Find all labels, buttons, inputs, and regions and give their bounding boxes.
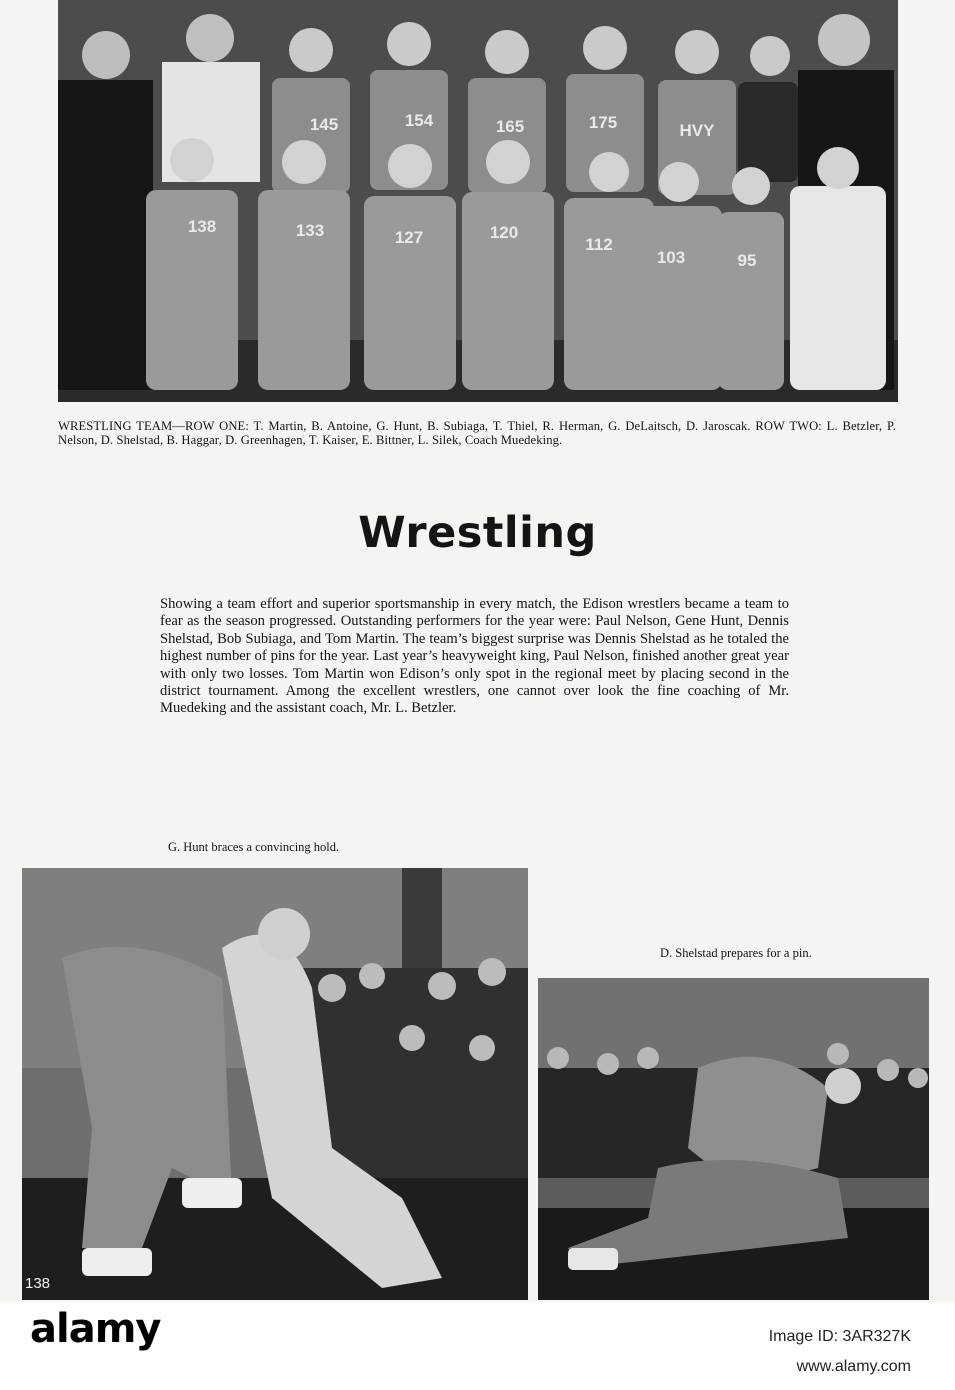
jersey-number: 95 bbox=[737, 251, 757, 270]
hunt-photo-caption: G. Hunt braces a convincing hold. bbox=[168, 840, 340, 854]
page-title: Wrestling bbox=[358, 508, 597, 558]
page-number: 138 bbox=[25, 1275, 51, 1292]
jersey-number: 120 bbox=[489, 223, 519, 242]
jersey-number: 154 bbox=[404, 111, 434, 130]
team-caption: WRESTLING TEAM—ROW ONE: T. Martin, B. Antoine, G. Hunt, B. Subiaga, T. Thiel, R. Herman, G. DeLaitsch, D. Jaroscak. ROW TWO: L. Betzler, P. Nelson, D. Shelstad, B. Haggar, D. Greenhagen, T. Kaiser, E. Bittner, L. Silek, Coach Muedeking. bbox=[58, 419, 896, 448]
jersey-number: 145 bbox=[309, 115, 339, 134]
jersey-number: 127 bbox=[394, 228, 424, 247]
stock-url[interactable]: www.alamy.com bbox=[796, 1358, 911, 1375]
jersey-number: 103 bbox=[656, 248, 686, 267]
jersey-number: 165 bbox=[495, 117, 525, 136]
article-body: Showing a team effort and superior sportsmanship in every match, the Edison wrestlers became a team to fear as the season progressed. Outstanding performers for the year were: Paul Nelson, Gene Hunt, Dennis Shelstad, Bob Subiaga, and Tom Martin. The team’s biggest surprise was Dennis Shelstad as he totaled the highest number of pins for the year. Last year’s heavyweight king, Paul Nelson, finished another great year with only two losses. Tom Martin won Edison’s only spot in the regional meet by placing second in the district tournament. Among the excellent wrestlers, one cannot over look the fine coaching of Mr. Muedeking and the assistant coach, Mr. L. Betzler. bbox=[160, 596, 789, 717]
team-photo bbox=[58, 0, 898, 402]
shelstad-action-photo bbox=[538, 978, 929, 1300]
jersey-number: 138 bbox=[187, 217, 217, 236]
jersey-number: 112 bbox=[585, 235, 613, 254]
hunt-action-photo bbox=[22, 868, 528, 1300]
stock-image-id: Image ID: 3AR327K bbox=[768, 1328, 911, 1345]
jersey-number: 175 bbox=[588, 113, 618, 132]
shelstad-photo-caption: D. Shelstad prepares for a pin. bbox=[660, 946, 812, 960]
stock-logo: alamy bbox=[30, 1306, 161, 1352]
jersey-number: HVY bbox=[679, 121, 715, 140]
jersey-number: 133 bbox=[295, 221, 325, 240]
